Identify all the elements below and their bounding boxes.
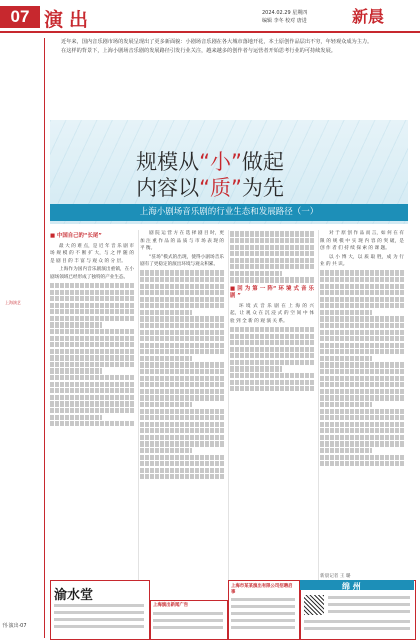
text-line — [230, 366, 282, 371]
section-number: 07 — [0, 6, 40, 28]
text-line — [50, 368, 102, 373]
ad4-title: 绵 州 — [342, 582, 361, 591]
text-line — [320, 376, 404, 381]
date-line: 2024.02.29 星期四 — [262, 10, 308, 16]
ad1-text-line — [54, 625, 144, 628]
column-divider — [318, 230, 319, 595]
headline-line1-em: “小” — [199, 150, 242, 174]
text-line — [320, 330, 404, 335]
text-line — [230, 360, 314, 365]
text-line — [50, 382, 134, 387]
text-line — [140, 310, 192, 315]
text-line — [140, 290, 224, 295]
text-line — [320, 455, 404, 460]
lead-p1: 近年来，国内音乐剧市场的发展呈现出了更多新面貌：小剧场音乐剧在各大城市落地开花，本土原创作品层出不穷，年轻观众成为主力。 — [61, 39, 373, 45]
text-line — [320, 362, 404, 367]
text-line — [320, 356, 372, 361]
text-line — [320, 428, 404, 433]
ad3-text-line — [231, 619, 295, 622]
text-line — [140, 303, 224, 308]
text-line — [230, 271, 282, 276]
ad4-text-line — [304, 620, 410, 623]
ad4-text-line — [328, 596, 410, 599]
text-line — [230, 353, 314, 358]
text-line — [50, 408, 134, 413]
column-body-text — [230, 231, 314, 282]
text-line — [230, 386, 314, 391]
text-line — [50, 395, 134, 400]
text-line — [230, 264, 314, 269]
ad2-text-line — [153, 619, 223, 622]
text-line — [320, 448, 372, 453]
ad3-text-line — [231, 612, 295, 615]
newspaper-logo: 新晨 — [352, 7, 385, 26]
text-line — [140, 376, 224, 381]
ad2-text-line — [153, 626, 223, 629]
text-line — [320, 382, 404, 387]
strip-page-id: 刊·演出·07 — [2, 623, 27, 629]
section-name: 演出 — [44, 9, 95, 31]
text-line — [230, 245, 314, 250]
column-paragraph: 以 小 博 大，以 质 取 胜，成 为 行 业 的 共 识。 — [320, 254, 404, 268]
text-line — [320, 290, 404, 295]
text-line — [140, 330, 224, 335]
text-line — [230, 334, 314, 339]
qr-code-icon — [304, 595, 324, 615]
lead-paragraph — [50, 38, 408, 56]
text-line — [320, 277, 404, 282]
text-line — [50, 401, 134, 406]
text-line — [140, 435, 224, 440]
text-line — [140, 316, 224, 321]
column-body-text — [140, 270, 224, 479]
column-body-text — [230, 327, 314, 391]
text-line — [320, 409, 404, 414]
text-line — [320, 284, 404, 289]
text-line — [320, 310, 372, 315]
text-line — [140, 323, 224, 328]
text-line — [140, 428, 224, 433]
text-line — [50, 322, 102, 327]
ad2-title: 上海演出新闻广告 — [153, 603, 189, 608]
text-line — [140, 389, 224, 394]
article-column-1 — [50, 230, 134, 428]
ad3-text-line — [231, 598, 295, 601]
text-line — [320, 402, 372, 407]
text-line — [50, 388, 134, 393]
text-line — [320, 415, 404, 420]
text-line — [50, 421, 134, 426]
text-line — [140, 422, 224, 427]
text-line — [140, 448, 192, 453]
column-body-text — [320, 270, 404, 466]
text-line — [320, 270, 404, 275]
text-line — [140, 336, 224, 341]
article-column-3 — [230, 230, 314, 393]
text-line — [140, 395, 224, 400]
headline-line2-post: 为先 — [241, 176, 284, 200]
ad4-text-line — [304, 627, 410, 630]
text-line — [140, 270, 224, 275]
left-strip — [0, 38, 45, 638]
text-line — [140, 356, 192, 361]
column-paragraph: 环 境 式 音 乐 剧 在 上 海 的 兴 起，让 观 众 在 沉 浸 式 的 空 间 中 体 验 到 全 新 的 观 演 关 系。 — [230, 303, 314, 324]
text-line — [50, 336, 134, 341]
text-line — [320, 303, 404, 308]
text-line — [140, 441, 224, 446]
text-line — [320, 389, 404, 394]
column-divider — [228, 230, 229, 595]
strip-label: 上海演艺 — [5, 300, 21, 305]
ad1-text-line — [54, 618, 144, 621]
headline-line1-pre: 规模从 — [136, 150, 200, 174]
headline-line2-em: “质” — [199, 176, 242, 200]
text-line — [140, 468, 224, 473]
lead-p2: 在这样的背景下，上海小剧场音乐剧的发展路径引发行业关注，越来越多的创作者与运营者开始思考行业的可持续发展。 — [61, 48, 336, 54]
text-line — [140, 461, 224, 466]
text-line — [230, 251, 314, 256]
text-line — [50, 415, 102, 420]
headline-line1-post: 做起 — [241, 150, 284, 174]
text-line — [320, 336, 404, 341]
text-line — [140, 409, 224, 414]
text-line — [230, 373, 314, 378]
text-line — [140, 369, 224, 374]
text-line — [140, 382, 224, 387]
article-column-2 — [140, 230, 224, 481]
text-line — [320, 435, 404, 440]
text-line — [320, 316, 404, 321]
text-line — [50, 290, 134, 295]
column-body-text — [50, 283, 134, 426]
headline-subtitle: 上海小剧场音乐剧的行业生态和发展路径（一） — [50, 204, 408, 221]
text-line — [50, 355, 134, 360]
headline-line2-pre: 内容以 — [136, 176, 200, 200]
text-line — [230, 340, 314, 345]
ad2-text-line — [153, 612, 223, 615]
column-paragraph: 上海作为国内音乐剧演出重镇，在小剧场领域已经形成了独特的产业生态。 — [50, 267, 134, 280]
text-line — [320, 461, 404, 466]
header-meta — [262, 9, 307, 25]
ad1-text-line — [54, 604, 144, 607]
column-paragraph: 对 于 原 创 作 品 而 言，如 何 在 有 限 的 规 模 中 实 现 内 容 的 突 破，是 创 作 者 们 持 续 探 索 的 课 题。 — [320, 231, 404, 252]
column-heading: ■ 回 为 第 一 阵“ 环 境 式 音 乐 剧 ” — [230, 285, 314, 300]
text-line — [50, 349, 134, 354]
column-paragraph: 剧 院 运 营 方 在 选 择 剧 目 时，更 加 注 重 作 品 的 品 质 与 市 场 表 现 的 平 衡。 — [140, 231, 224, 252]
text-line — [50, 329, 134, 334]
column-paragraph: 最 大 的 难 点，是 近 年 音 乐 剧 市 场 规 模 的 不 断 扩 大，与 之 伴 随 的 是 剧 目 的 丰 富 与 观 众 的 分 层。 — [50, 243, 134, 264]
text-line — [320, 343, 404, 348]
text-line — [140, 284, 224, 289]
text-line — [230, 277, 314, 282]
ad3-title: 上海市某某演出有限公司招聘启事 — [231, 584, 293, 595]
text-line — [140, 362, 224, 367]
text-line — [50, 296, 134, 301]
text-line — [230, 327, 314, 332]
ad3-text-line — [231, 626, 295, 629]
text-line — [320, 369, 404, 374]
column-paragraph: “驻场”模式的出现，使得小剧场音乐剧有了更稳定的演出环境与观众积累。 — [140, 254, 224, 268]
column-heading: ■ 中国自己的“长尾” — [50, 233, 102, 239]
text-line — [140, 415, 224, 420]
text-line — [320, 441, 404, 446]
text-line — [50, 342, 134, 347]
ad4-text-line — [328, 610, 410, 613]
text-line — [140, 297, 224, 302]
ad1-title: 渝水堂 — [54, 588, 94, 603]
text-line — [230, 258, 314, 263]
header-rule — [0, 31, 420, 33]
text-line — [50, 283, 134, 288]
ad1-text-line — [54, 611, 144, 614]
text-line — [140, 343, 224, 348]
text-line — [230, 380, 314, 385]
ad3-text-line — [231, 605, 295, 608]
text-line — [140, 474, 224, 479]
byline: 新晨记者 王 璐 — [320, 574, 351, 579]
text-line — [140, 349, 224, 354]
text-line — [230, 347, 314, 352]
editor-line: 编辑 李冬 校对 唐进 — [262, 18, 307, 24]
text-line — [320, 323, 404, 328]
text-line — [50, 375, 134, 380]
text-line — [230, 231, 314, 236]
text-line — [320, 395, 404, 400]
text-line — [50, 303, 134, 308]
text-line — [140, 277, 224, 282]
text-line — [50, 309, 134, 314]
headline-line2 — [0, 172, 420, 202]
ad4-text-line — [328, 603, 410, 606]
text-line — [50, 362, 134, 367]
text-line — [50, 316, 134, 321]
text-line — [320, 297, 404, 302]
text-line — [140, 455, 224, 460]
text-line — [230, 238, 314, 243]
text-line — [320, 349, 404, 354]
column-divider — [138, 230, 139, 595]
text-line — [320, 422, 404, 427]
text-line — [140, 402, 192, 407]
article-column-4 — [320, 230, 404, 468]
